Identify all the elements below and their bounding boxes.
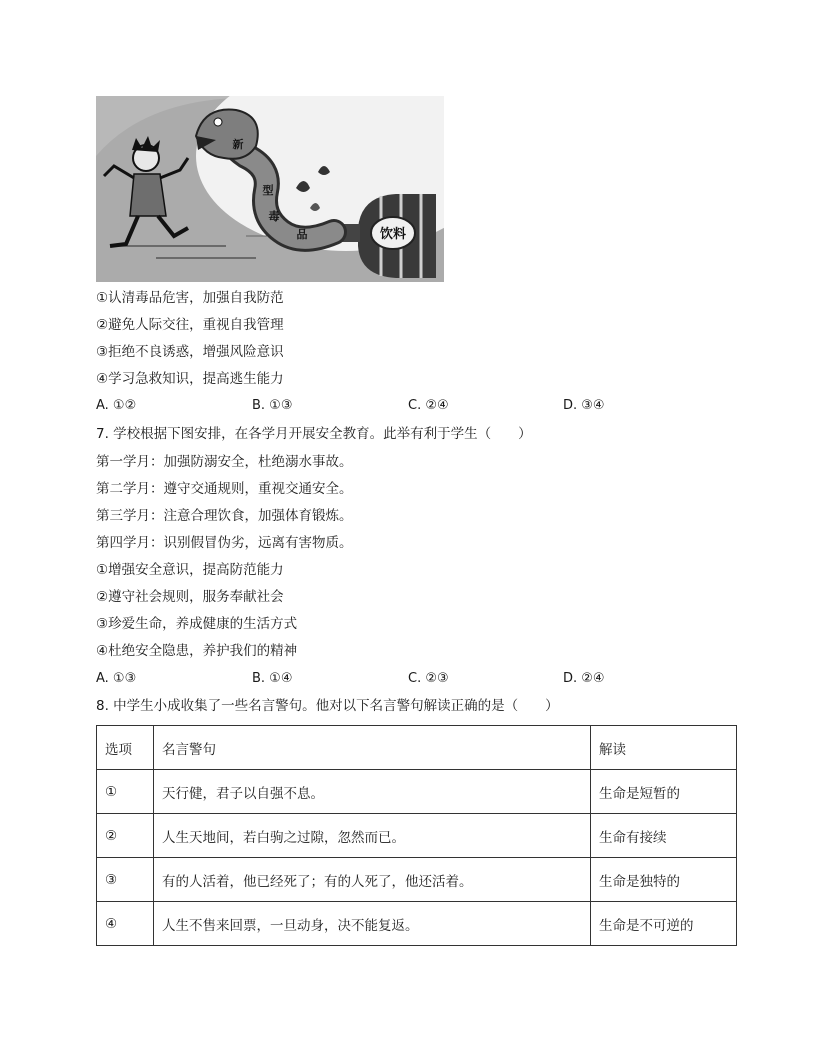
quotes-table [96,725,737,946]
q6-option-a[interactable]: A. ①② [96,398,137,413]
q8-stem: 8. 中学生小成收集了一些名言警句。他对以下名言警句解读正确的是（ ） [96,698,559,714]
q7-statement-4: ④杜绝安全隐患，养护我们的精神 [96,643,298,659]
row-number: ② [97,814,154,858]
row-interpretation: 生命有接续 [591,814,737,858]
q7-month-4: 第四学月：识别假冒伪劣，远离有害物质。 [96,535,353,551]
svg-text:型: 型 [262,184,274,197]
q6-statement-4: ④学习急救知识，提高逃生能力 [96,371,284,387]
q6-option-d[interactable]: D. ③④ [563,398,605,413]
q7-options [96,670,736,688]
svg-text:新: 新 [232,138,244,151]
row-number: ① [97,770,154,814]
row-interpretation: 生命是不可逆的 [591,902,737,946]
q6-options [96,397,736,415]
q6-statement-3: ③拒绝不良诱惑，增强风险意识 [96,344,284,360]
q6-statement-1: ①认清毒品危害，加强自我防范 [96,290,284,306]
row-number: ④ [97,902,154,946]
row-quote: 有的人活着，他已经死了；有的人死了，他还活着。 [154,858,591,902]
q7-month-2: 第二学月：遵守交通规则，重视交通安全。 [96,481,353,497]
table-row [97,902,737,946]
q7-option-a[interactable]: A. ①③ [96,671,137,686]
header-option: 选项 [97,726,154,770]
q7-option-d[interactable]: D. ②④ [563,671,605,686]
table-row [97,770,737,814]
row-number: ③ [97,858,154,902]
q7-month-1: 第一学月：加强防溺安全，杜绝溺水事故。 [96,454,353,470]
table-header-row [97,726,737,770]
q7-statement-1: ①增强安全意识，提高防范能力 [96,562,284,578]
svg-text:品: 品 [296,228,308,241]
row-quote: 人生天地间，若白驹之过隙，忽然而已。 [154,814,591,858]
q7-month-3: 第三学月：注意合理饮食，加强体育锻炼。 [96,508,353,524]
table-row [97,814,737,858]
svg-text:毒: 毒 [268,210,280,223]
new-drug-cartoon [96,96,444,282]
q7-statement-3: ③珍爱生命，养成健康的生活方式 [96,616,298,632]
q6-option-c[interactable]: C. ②④ [408,398,449,413]
row-quote: 人生不售来回票，一旦动身，决不能复返。 [154,902,591,946]
row-interpretation: 生命是短暂的 [591,770,737,814]
row-interpretation: 生命是独特的 [591,858,737,902]
q6-option-b[interactable]: B. ①③ [252,398,293,413]
q7-statement-2: ②遵守社会规则，服务奉献社会 [96,589,284,605]
q7-option-b[interactable]: B. ①④ [252,671,293,686]
q6-statement-2: ②避免人际交往，重视自我管理 [96,317,284,333]
row-quote: 天行健，君子以自强不息。 [154,770,591,814]
q7-option-c[interactable]: C. ②③ [408,671,449,686]
svg-text:饮料: 饮料 [379,227,407,242]
table-row [97,858,737,902]
header-quote: 名言警句 [154,726,591,770]
header-interpretation: 解读 [591,726,737,770]
q7-stem: 7. 学校根据下图安排，在各学月开展安全教育。此举有利于学生（ ） [96,426,532,442]
